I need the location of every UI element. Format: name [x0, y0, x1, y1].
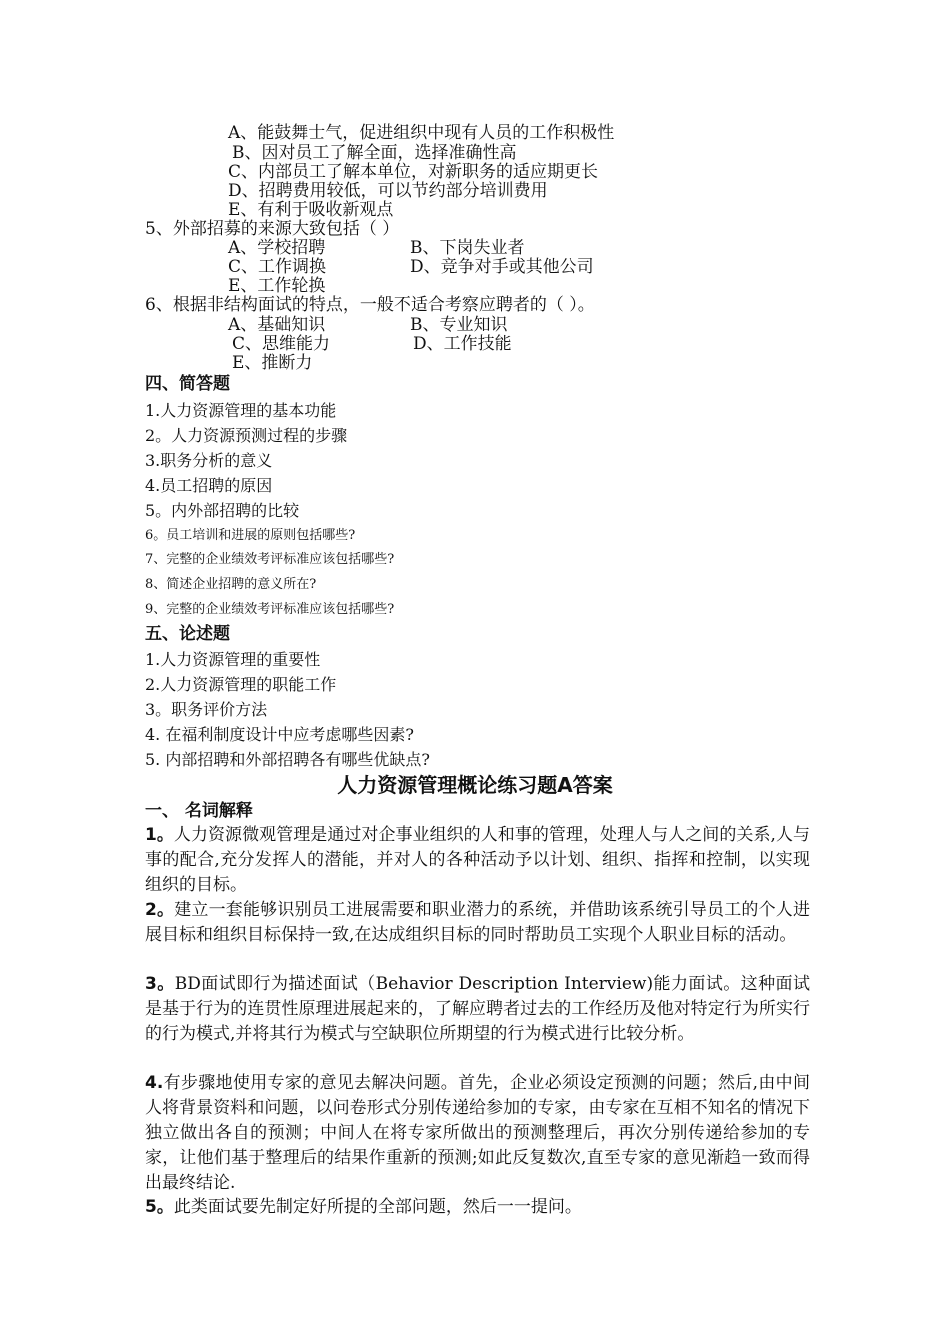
answer-item-5 [145, 1195, 810, 1220]
q6-stem: 6、根据非结构面试的特点，一般不适合考察应聘者的（ ）。 [145, 295, 595, 315]
section5-item-2: 2.人力资源管理的职能工作 [145, 675, 337, 694]
q5-option-a: A、学校招聘 [228, 238, 326, 258]
q5-option-b: B、下岗失业者 [410, 238, 525, 258]
answer-item-2-text: 建立一套能够识别员工进展需要和职业潜力的系统，并借助该系统引导员工的个人进展目标和组织目标保持一致,在达成组织目标的同时帮助员工实现个人职业目标的活动。 [145, 900, 810, 945]
answer-item-2-number: 2。 [145, 900, 175, 920]
q4-option-e: E、有利于吸收新观点 [228, 200, 394, 220]
section4-item-9: 9、完整的企业绩效考评标准应该包括哪些? [145, 602, 395, 617]
q5-option-c: C、工作调换 [228, 257, 327, 277]
section4-item-2: 2。人力资源预测过程的步骤 [145, 426, 348, 445]
section5-item-5: 5. 内部招聘和外部招聘各有哪些优缺点? [145, 750, 430, 769]
answer-item-4-text: 有步骤地使用专家的意见去解决问题。首先，企业必须设定预测的问题；然后,由中间人将背景资料和问题，以问卷形式分别传递给参加的专家，由专家在互相不知名的情况下独立做出各自的预测；中间人在将专家所做出的预测整理后，再次分别传递给参加的专家，让他们基于整理后的结果作重新的预测;如此反复数次,直至专家的意见渐趋一致而得出最终结论. [145, 1073, 810, 1193]
q6-option-b: B、专业知识 [410, 315, 508, 335]
answer-title: 人力资源管理概论练习题A答案 [337, 773, 613, 797]
answer-section1-heading: 一、 名词解释 [145, 801, 253, 821]
q4-option-d: D、招聘费用较低，可以节约部分培训费用 [228, 181, 548, 201]
section4-item-8: 8、简述企业招聘的意义所在? [145, 577, 317, 592]
q4-option-a: A、能鼓舞士气，促进组织中现有人员的工作积极性 [228, 123, 615, 143]
answer-item-3-number: 3。 [145, 974, 175, 994]
answer-item-4 [145, 1071, 810, 1196]
answer-item-1-text: 人力资源微观管理是通过对企事业组织的人和事的管理，处理人与人之间的关系,人与事的配合,充分发挥人的潜能，并对人的各种活动予以计划、组织、指挥和控制，以实现组织的目标。 [145, 825, 810, 895]
q5-option-e: E、工作轮换 [228, 276, 326, 296]
section5-item-3: 3。职务评价方法 [145, 700, 268, 719]
section5-heading: 五、论述题 [145, 624, 230, 644]
q6-option-a: A、基础知识 [228, 315, 326, 335]
answer-item-3 [145, 972, 810, 1047]
answer-item-2 [145, 898, 810, 948]
section4-item-1: 1.人力资源管理的基本功能 [145, 401, 337, 420]
answer-item-1-number: 1。 [145, 825, 174, 845]
section4-heading: 四、简答题 [145, 374, 230, 394]
q6-option-e: E、推断力 [232, 353, 313, 373]
section4-item-4: 4.员工招聘的原因 [145, 476, 273, 495]
answer-item-1 [145, 823, 810, 898]
section4-item-5: 5。内外部招聘的比较 [145, 501, 300, 520]
answer-item-5-text: 此类面试要先制定好所提的全部问题，然后一一提问。 [173, 1197, 582, 1217]
q4-option-c: C、内部员工了解本单位，对新职务的适应期更长 [228, 162, 599, 182]
q6-option-c: C、思维能力 [232, 334, 331, 354]
section4-item-7: 7、完整的企业绩效考评标准应该包括哪些? [145, 552, 395, 567]
section4-item-6: 6。员工培训和进展的原则包括哪些? [145, 528, 356, 543]
q5-option-d: D、竞争对手或其他公司 [410, 257, 594, 277]
q6-option-d: D、工作技能 [413, 334, 512, 354]
section4-item-3: 3.职务分析的意义 [145, 451, 273, 470]
q4-option-b: B、因对员工了解全面，选择准确性高 [232, 143, 517, 163]
section5-item-1: 1.人力资源管理的重要性 [145, 650, 321, 669]
answer-item-3-text: BD面试即行为描述面试（Behavior Description Interview)能力面试。这种面试是基于行为的连贯性原理进展起来的，了解应聘者过去的工作经历及他对特定行为所实行的行为模式,并将其行为模式与空缺职位所期望的行为模式进行比较分析。 [145, 974, 810, 1044]
answer-item-5-number: 5。 [145, 1197, 174, 1217]
answer-item-4-number: 4. [145, 1073, 164, 1093]
section5-item-4: 4. 在福利制度设计中应考虑哪些因素? [145, 725, 414, 744]
q5-stem: 5、外部招募的来源大致包括（ ） [145, 219, 400, 239]
